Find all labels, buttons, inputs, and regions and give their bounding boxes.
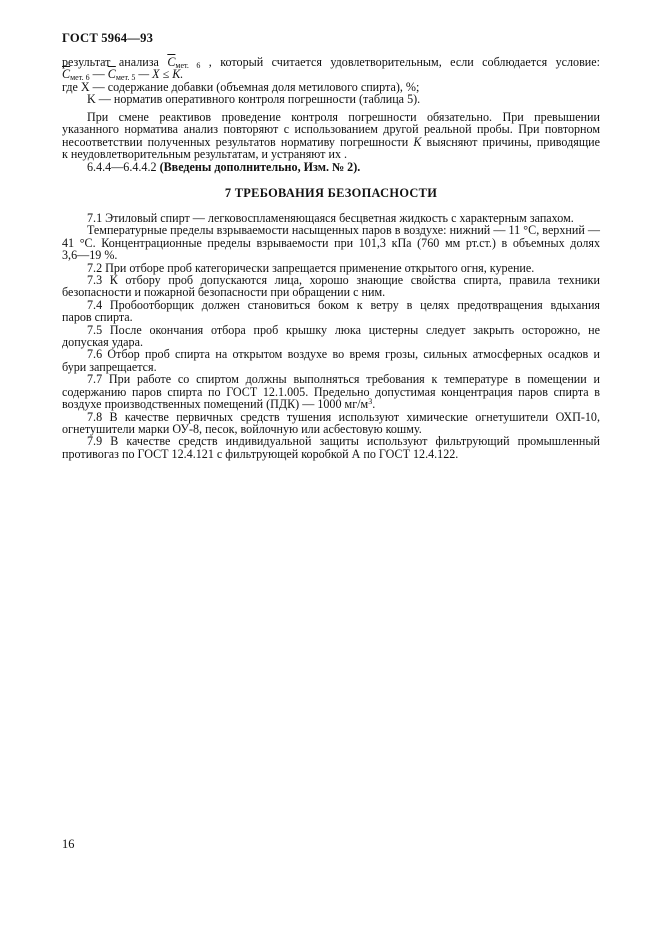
temperature-line-2: 41 °С. Концентрационные пределы взрываемости при 101,3 кПа (760 мм рт.ст.) в объемных долях xyxy=(62,235,600,250)
item-7-4-line-2: паров спирта. xyxy=(62,310,133,325)
amendment-note xyxy=(62,161,600,173)
formula-line-2: $\overline{C}_{мет. 6}$ — $\overline{C}_{мет. 5}$ — X ≤ K. xyxy=(62,67,184,83)
item-7-7-line-2: содержанию паров спирта по ГОСТ 12.1.005. Предельно допустимая концентрация паров спирта в xyxy=(62,384,600,399)
item-7-8-line-2: огнетушители марки ОУ-8, песок, войлочную или асбестовую кошму. xyxy=(62,421,422,436)
reagents-line-3a: несоответствии полученных результатов нормативу погрешности xyxy=(62,134,414,149)
item-7-5-line-1: 7.5 После окончания отбора проб крышку люка цистерны следует закрыть осторожно, не xyxy=(87,322,600,337)
section-heading: 7 ТРЕБОВАНИЯ БЕЗОПАСНОСТИ xyxy=(224,186,438,200)
amendment-text: (Введены дополнительно, Изм. № 2). xyxy=(159,159,361,174)
where-x: где X — содержание добавки (объемная доля метилового спирта), %; xyxy=(62,79,420,94)
section-7-body xyxy=(62,212,600,460)
c-symbol-6: $\overline{C}$ xyxy=(62,67,71,82)
temperature-line-1: Температурные пределы взрываемости насыщенных паров в воздухе: нижний — 11 °С, верхний — xyxy=(87,223,600,238)
formula-text-b: , который считается удовлетворительным, если соблюдается условие: xyxy=(208,55,600,69)
k-symbol: K xyxy=(413,134,422,149)
item-7-5-line-2: допуская удара. xyxy=(62,335,143,350)
item-7-2: 7.2 При отборе проб категорически запрещается применение открытого огня, курение. xyxy=(87,260,535,275)
formula-condition: — X ≤ K. xyxy=(138,67,184,82)
item-7-6-line-1: 7.6 Отбор проб спирта на открытом воздухе во время грозы, сильных атмосферных осадков и xyxy=(87,347,600,362)
item-7-9-line-1: 7.9 В качестве средств индивидуальной защиты используют фильтрующий промышленный xyxy=(87,434,600,449)
c-symbol: $\overline{C}$ xyxy=(167,55,176,69)
item-7-3-line-1: 7.3 К отбору проб допускаются лица, хорошо знающие свойства спирта, правила техники xyxy=(87,273,600,288)
reagents-line-4: к неудовлетворительным результатам, и устраняют их . xyxy=(62,147,348,162)
c-subscript-6b: мет. 6 xyxy=(70,73,90,83)
item-7-7-line-1: 7.7 При работе со спиртом должны выполняться требования к температуре в помещении и xyxy=(87,372,600,387)
c-symbol-5: $\overline{C}$ xyxy=(107,67,116,82)
document-id: ГОСТ 5964—93 xyxy=(62,31,154,45)
reagents-paragraph xyxy=(62,111,600,173)
cubic-superscript: 3 xyxy=(368,397,373,407)
formula-block xyxy=(62,56,600,106)
item-7-4-line-1: 7.4 Пробоотборщик должен становиться боком к ветру в целях предотвращения вдыхания xyxy=(87,297,600,312)
where-k: K — норматив оперативного контроля погрешности (таблица 5). xyxy=(87,92,421,107)
c-subscript-5: мет. 5 xyxy=(115,73,136,83)
reagents-line-1: При смене реактивов проведение контроля погрешности обязательно. При превышении xyxy=(87,110,600,124)
reagents-line-3b: выясняют причины, приводящие xyxy=(421,134,601,149)
temperature-line-3: 3,6—19 %. xyxy=(62,248,118,263)
item-7-7-line-3: воздухе производственных помещений (ПДК) — 1000 $мг/м^3$. xyxy=(62,397,376,412)
item-7-1: 7.1 Этиловый спирт — легковоспламеняющаяся бесцветная жидкость с характерным запахом. xyxy=(87,211,574,225)
item-7-6-line-2: бури запрещается. xyxy=(62,359,157,374)
page-number: 16 xyxy=(62,837,75,851)
formula-text-a: результат анализа xyxy=(62,55,159,69)
amendment-range: 6.4.4—6.4.4.2 xyxy=(87,159,157,174)
item-7-8-line-1: 7.8 В качестве первичных средств тушения используют химические огнетушители ОХП-10, xyxy=(87,409,600,424)
item-7-7-line-3-text: воздухе производственных помещений (ПДК) — 1000 мг/м xyxy=(62,397,369,412)
c-subscript-6: мет. 6 xyxy=(175,61,201,70)
item-7-3-line-2: безопасности и пожарной безопасности при обращении с ним. xyxy=(62,285,386,300)
item-7-9-line-2: противогаз по ГОСТ 12.4.121 с фильтрующей коробкой А по ГОСТ 12.4.122. xyxy=(62,446,459,461)
reagents-line-2: указанного норматива анализ повторяют с использованием другой реальной пробы. При повторном xyxy=(62,122,600,137)
